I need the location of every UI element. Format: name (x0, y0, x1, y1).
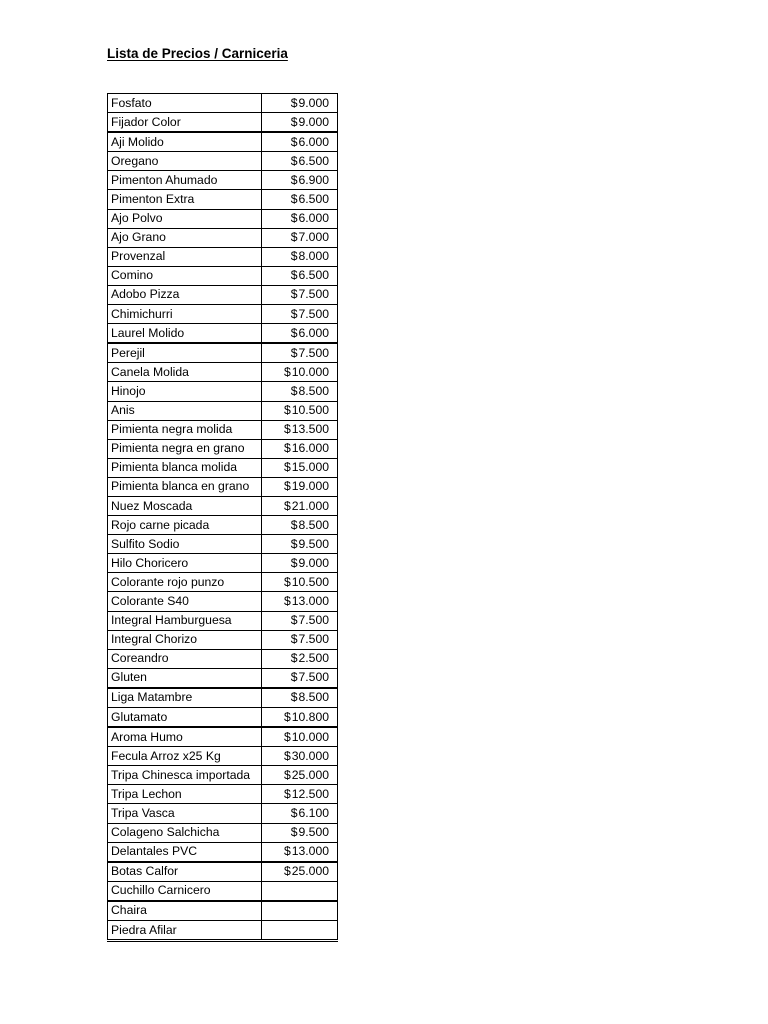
product-name-cell: Coreandro (108, 649, 262, 668)
product-name-cell: Oregano (108, 152, 262, 171)
currency-symbol: $ (290, 613, 298, 628)
product-name-cell: Chaira (108, 901, 262, 921)
product-name-cell: Aji Molido (108, 132, 262, 152)
currency-symbol: $ (290, 211, 298, 226)
table-row (108, 458, 338, 477)
price-cell (262, 649, 338, 668)
table-row (108, 420, 338, 439)
product-name-cell: Tripa Chinesca importada (108, 766, 262, 785)
price-cell (262, 901, 338, 921)
currency-symbol: $ (283, 844, 291, 859)
price-amount: 13.500 (291, 422, 329, 437)
table-row (108, 862, 338, 882)
table-row (108, 881, 338, 901)
price-cell (262, 496, 338, 515)
price-cell (262, 688, 338, 708)
product-name-cell: Sulfito Sodio (108, 535, 262, 554)
product-name-cell: Colorante rojo punzo (108, 573, 262, 592)
product-name-cell: Pimienta blanca molida (108, 458, 262, 477)
currency-symbol: $ (283, 748, 291, 763)
product-name-cell: Provenzal (108, 247, 262, 266)
table-row (108, 668, 338, 688)
price-amount: 12.500 (291, 786, 329, 801)
product-name-cell: Fecula Arroz x25 Kg (108, 747, 262, 766)
currency-symbol: $ (290, 517, 298, 532)
product-name-cell: Botas Calfor (108, 862, 262, 882)
product-name-cell: Cuchillo Carnicero (108, 881, 262, 901)
table-row (108, 382, 338, 401)
price-cell (262, 516, 338, 535)
price-cell (262, 842, 338, 862)
table-row (108, 401, 338, 420)
currency-symbol: $ (290, 555, 298, 570)
product-name-cell: Ajo Polvo (108, 209, 262, 228)
price-amount: 8.500 (298, 383, 329, 398)
currency-symbol: $ (290, 172, 298, 187)
table-row (108, 305, 338, 324)
price-amount: 2.500 (298, 651, 329, 666)
product-name-cell: Perejil (108, 343, 262, 363)
product-name-cell: Tripa Lechon (108, 785, 262, 804)
price-amount: 6.100 (298, 806, 329, 821)
price-list-body (108, 94, 338, 941)
table-row (108, 554, 338, 573)
price-amount: 6.000 (298, 325, 329, 340)
price-amount: 10.500 (291, 574, 329, 589)
price-cell (262, 804, 338, 823)
price-amount: 6.500 (298, 153, 329, 168)
table-row (108, 688, 338, 708)
table-row (108, 113, 338, 133)
currency-symbol: $ (290, 345, 298, 360)
price-cell (262, 823, 338, 842)
table-row (108, 324, 338, 344)
table-row (108, 747, 338, 766)
price-cell (262, 708, 338, 728)
product-name-cell: Aroma Humo (108, 727, 262, 747)
product-name-cell: Pimienta negra molida (108, 420, 262, 439)
price-cell (262, 132, 338, 152)
currency-symbol: $ (283, 364, 291, 379)
price-cell (262, 152, 338, 171)
product-name-cell: Liga Matambre (108, 688, 262, 708)
price-amount: 8.000 (298, 249, 329, 264)
product-name-cell: Pimenton Ahumado (108, 171, 262, 190)
price-cell (262, 305, 338, 324)
price-amount: 25.000 (291, 864, 329, 879)
currency-symbol: $ (290, 287, 298, 302)
price-amount: 21.000 (291, 498, 329, 513)
product-name-cell: Comino (108, 266, 262, 285)
product-name-cell: Delantales PVC (108, 842, 262, 862)
price-amount: 8.500 (298, 690, 329, 705)
product-name-cell: Nuez Moscada (108, 496, 262, 515)
table-row (108, 823, 338, 842)
currency-symbol: $ (290, 806, 298, 821)
table-row (108, 343, 338, 363)
currency-symbol: $ (283, 460, 291, 475)
table-row (108, 171, 338, 190)
price-cell (262, 458, 338, 477)
table-row (108, 535, 338, 554)
table-row (108, 649, 338, 668)
product-name-cell: Ajo Grano (108, 228, 262, 247)
currency-symbol: $ (283, 498, 291, 513)
table-row (108, 190, 338, 209)
table-row (108, 247, 338, 266)
price-cell (262, 727, 338, 747)
currency-symbol: $ (290, 114, 298, 129)
table-row (108, 921, 338, 941)
page-title: Lista de Precios / Carniceria (107, 46, 288, 61)
price-cell (262, 228, 338, 247)
currency-symbol: $ (290, 230, 298, 245)
price-cell (262, 343, 338, 363)
price-cell (262, 592, 338, 611)
table-row (108, 496, 338, 515)
product-name-cell: Fosfato (108, 94, 262, 113)
price-amount: 7.500 (298, 287, 329, 302)
currency-symbol: $ (283, 479, 291, 494)
currency-symbol: $ (290, 670, 298, 685)
currency-symbol: $ (283, 709, 291, 724)
price-cell (262, 862, 338, 882)
table-row (108, 228, 338, 247)
table-row (108, 708, 338, 728)
currency-symbol: $ (290, 249, 298, 264)
price-cell (262, 535, 338, 554)
price-amount: 10.000 (291, 364, 329, 379)
price-cell (262, 611, 338, 630)
price-cell (262, 266, 338, 285)
currency-symbol: $ (283, 729, 291, 744)
price-cell (262, 630, 338, 649)
price-cell (262, 171, 338, 190)
table-row (108, 285, 338, 304)
product-name-cell: Pimenton Extra (108, 190, 262, 209)
price-cell (262, 921, 338, 941)
product-name-cell: Glutamato (108, 708, 262, 728)
price-amount: 6.500 (298, 192, 329, 207)
price-cell (262, 285, 338, 304)
price-cell (262, 190, 338, 209)
product-name-cell: Colageno Salchicha (108, 823, 262, 842)
price-cell (262, 247, 338, 266)
table-row (108, 152, 338, 171)
currency-symbol: $ (290, 268, 298, 283)
product-name-cell: Integral Hamburguesa (108, 611, 262, 630)
table-row (108, 516, 338, 535)
table-row (108, 209, 338, 228)
price-amount: 9.000 (298, 95, 329, 110)
price-cell (262, 573, 338, 592)
table-row (108, 630, 338, 649)
product-name-cell: Chimichurri (108, 305, 262, 324)
currency-symbol: $ (283, 422, 291, 437)
currency-symbol: $ (290, 153, 298, 168)
price-cell (262, 747, 338, 766)
currency-symbol: $ (290, 306, 298, 321)
currency-symbol: $ (290, 192, 298, 207)
product-name-cell: Pimienta negra en grano (108, 439, 262, 458)
price-cell (262, 401, 338, 420)
table-row (108, 611, 338, 630)
price-amount: 9.000 (298, 114, 329, 129)
product-name-cell: Colorante S40 (108, 592, 262, 611)
currency-symbol: $ (290, 632, 298, 647)
currency-symbol: $ (290, 651, 298, 666)
table-row (108, 439, 338, 458)
currency-symbol: $ (290, 95, 298, 110)
price-cell (262, 113, 338, 133)
price-amount: 13.000 (291, 844, 329, 859)
product-name-cell: Tripa Vasca (108, 804, 262, 823)
table-row (108, 804, 338, 823)
price-amount: 7.000 (298, 230, 329, 245)
price-amount: 10.000 (291, 729, 329, 744)
price-amount: 19.000 (291, 479, 329, 494)
currency-symbol: $ (290, 325, 298, 340)
price-amount: 10.800 (291, 709, 329, 724)
price-cell (262, 209, 338, 228)
price-cell (262, 439, 338, 458)
price-cell (262, 785, 338, 804)
price-cell (262, 94, 338, 113)
price-cell (262, 324, 338, 344)
price-cell (262, 420, 338, 439)
product-name-cell: Canela Molida (108, 363, 262, 382)
table-row (108, 573, 338, 592)
product-name-cell: Laurel Molido (108, 324, 262, 344)
price-cell (262, 668, 338, 688)
price-cell (262, 382, 338, 401)
currency-symbol: $ (283, 767, 291, 782)
product-name-cell: Hinojo (108, 382, 262, 401)
price-amount: 6.500 (298, 268, 329, 283)
price-cell (262, 477, 338, 496)
price-amount: 7.500 (298, 670, 329, 685)
table-row (108, 363, 338, 382)
price-amount: 7.500 (298, 306, 329, 321)
price-amount: 13.000 (291, 593, 329, 608)
price-amount: 15.000 (291, 460, 329, 475)
currency-symbol: $ (290, 825, 298, 840)
table-row (108, 727, 338, 747)
price-amount: 9.500 (298, 825, 329, 840)
price-cell (262, 766, 338, 785)
table-row (108, 94, 338, 113)
table-row (108, 132, 338, 152)
currency-symbol: $ (283, 574, 291, 589)
currency-symbol: $ (290, 536, 298, 551)
currency-symbol: $ (283, 864, 291, 879)
table-row (108, 266, 338, 285)
price-amount: 6.900 (298, 172, 329, 187)
price-amount: 9.000 (298, 555, 329, 570)
product-name-cell: Hilo Choricero (108, 554, 262, 573)
currency-symbol: $ (290, 134, 298, 149)
currency-symbol: $ (283, 593, 291, 608)
product-name-cell: Fijador Color (108, 113, 262, 133)
price-amount: 10.500 (291, 403, 329, 418)
currency-symbol: $ (283, 441, 291, 456)
price-cell (262, 881, 338, 901)
price-amount: 7.500 (298, 613, 329, 628)
table-row (108, 785, 338, 804)
currency-symbol: $ (283, 403, 291, 418)
currency-symbol: $ (290, 383, 298, 398)
price-amount: 9.500 (298, 536, 329, 551)
price-amount: 7.500 (298, 632, 329, 647)
table-row (108, 842, 338, 862)
product-name-cell: Integral Chorizo (108, 630, 262, 649)
table-row (108, 766, 338, 785)
price-amount: 25.000 (291, 767, 329, 782)
price-amount: 6.000 (298, 134, 329, 149)
product-name-cell: Piedra Afilar (108, 921, 262, 941)
table-row (108, 592, 338, 611)
currency-symbol: $ (283, 786, 291, 801)
price-amount: 6.000 (298, 211, 329, 226)
product-name-cell: Gluten (108, 668, 262, 688)
product-name-cell: Anis (108, 401, 262, 420)
price-cell (262, 554, 338, 573)
product-name-cell: Adobo Pizza (108, 285, 262, 304)
price-cell (262, 363, 338, 382)
price-amount: 7.500 (298, 345, 329, 360)
price-amount: 8.500 (298, 517, 329, 532)
price-list-table (107, 93, 338, 942)
price-amount: 30.000 (291, 748, 329, 763)
table-row (108, 477, 338, 496)
product-name-cell: Rojo carne picada (108, 516, 262, 535)
product-name-cell: Pimienta blanca en grano (108, 477, 262, 496)
table-row (108, 901, 338, 921)
currency-symbol: $ (290, 690, 298, 705)
price-amount: 16.000 (291, 441, 329, 456)
